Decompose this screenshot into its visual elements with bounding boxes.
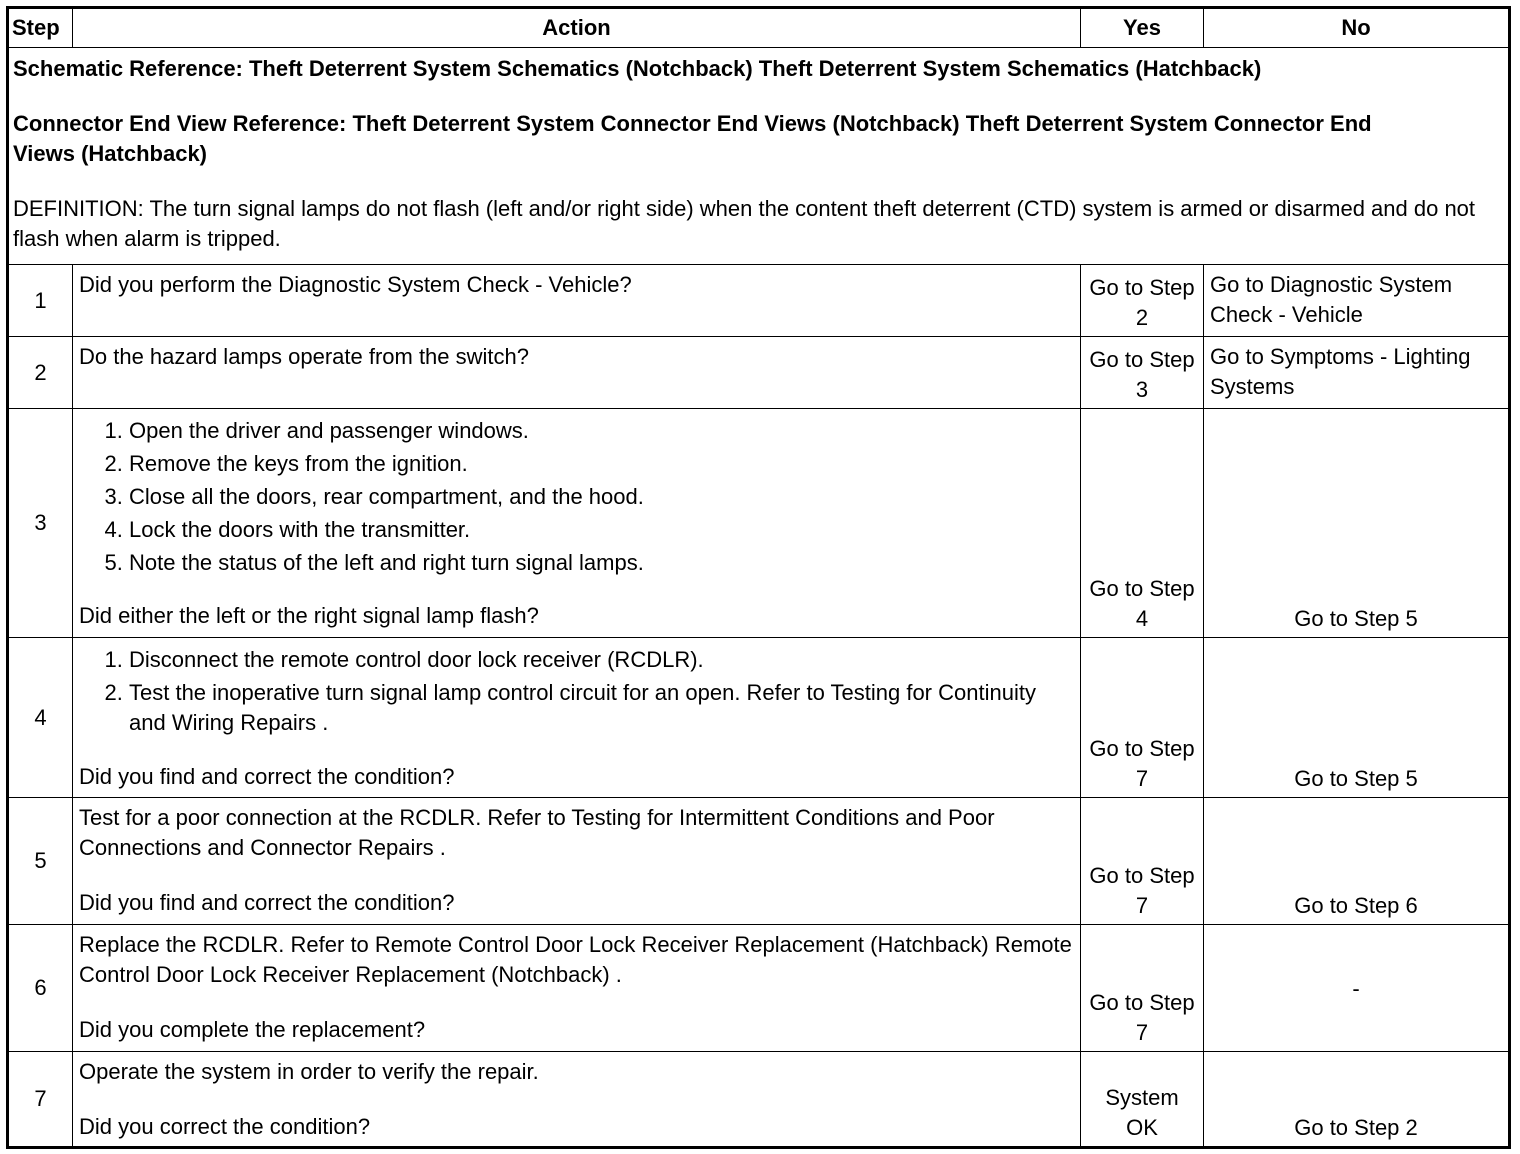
- step-number: 1: [8, 265, 73, 337]
- instruction-list: [79, 643, 1074, 738]
- no-result: Go to Symptoms - Lighting Systems: [1204, 337, 1510, 409]
- reference-row: [8, 48, 1510, 265]
- list-item: 1. Disconnect the remote control door lock receiver (RCDLR).: [129, 643, 1074, 676]
- action-cell: [73, 925, 1081, 1052]
- no-result: -: [1204, 925, 1510, 1052]
- action-cell: [73, 798, 1081, 925]
- header-yes: Yes: [1081, 8, 1204, 48]
- table-row: [8, 798, 1510, 925]
- action-text: Operate the system in order to verify the repair.: [79, 1059, 539, 1084]
- definition-text: DEFINITION: The turn signal lamps do not flash (left and/or right side) when the content theft deterrent (CTD) system is armed or disarmed and do not flash when alarm is tripped.: [13, 196, 1476, 251]
- step-number: 7: [8, 1052, 73, 1148]
- table-row: [8, 638, 1510, 798]
- list-item: 2. Test the inoperative turn signal lamp control circuit for an open. Refer to Testing for Continuity and Wiring Repairs .: [129, 676, 1074, 738]
- table-row: [8, 337, 1510, 409]
- no-result: Go to Step 2: [1204, 1052, 1510, 1148]
- table-row: [8, 1052, 1510, 1148]
- table-row: [8, 925, 1510, 1052]
- list-item: 5. Note the status of the left and right turn signal lamps.: [129, 546, 1074, 579]
- step-number: 3: [8, 409, 73, 638]
- list-item: 4. Lock the doors with the transmitter.: [129, 513, 1074, 546]
- list-item: 2. Remove the keys from the ignition.: [129, 447, 1074, 480]
- step-number: 6: [8, 925, 73, 1052]
- action-text: Do the hazard lamps operate from the switch?: [73, 337, 1081, 409]
- table-row: [8, 265, 1510, 337]
- question-text: Did you find and correct the condition?: [79, 764, 455, 789]
- table-row: [8, 409, 1510, 638]
- yes-result: Go to Step 4: [1081, 409, 1204, 638]
- yes-result: Go to Step 7: [1081, 798, 1204, 925]
- instruction-list: [79, 414, 1074, 579]
- no-result: Go to Step 6: [1204, 798, 1510, 925]
- yes-result: Go to Step 3: [1081, 337, 1204, 409]
- question-text: Did you complete the replacement?: [79, 1017, 426, 1042]
- step-number: 4: [8, 638, 73, 798]
- yes-result: Go to Step 2: [1081, 265, 1204, 337]
- step-number: 2: [8, 337, 73, 409]
- no-result: Go to Step 5: [1204, 638, 1510, 798]
- question-text: Did either the left or the right signal lamp flash?: [79, 603, 539, 628]
- header-row: [8, 8, 1510, 48]
- question-text: Did you correct the condition?: [79, 1114, 371, 1139]
- yes-result: System OK: [1081, 1052, 1204, 1148]
- header-action: Action: [73, 8, 1081, 48]
- diagnostic-table: [6, 6, 1511, 1149]
- yes-result: Go to Step 7: [1081, 925, 1204, 1052]
- header-step: Step: [8, 8, 73, 48]
- list-item: 1. Open the driver and passenger windows.: [129, 414, 1074, 447]
- action-text: Replace the RCDLR. Refer to Remote Control Door Lock Receiver Replacement (Hatchback) Remote Control Door Lock Receiver Replacement (Notchback) .: [79, 932, 1072, 987]
- no-result: Go to Step 5: [1204, 409, 1510, 638]
- action-cell: [73, 1052, 1081, 1148]
- header-no: No: [1204, 8, 1510, 48]
- list-item: 3. Close all the doors, rear compartment, and the hood.: [129, 480, 1074, 513]
- reference-cell: [8, 48, 1510, 265]
- no-result: Go to Diagnostic System Check - Vehicle: [1204, 265, 1510, 337]
- schematic-reference: Schematic Reference: Theft Deterrent System Schematics (Notchback) Theft Deterrent System Schematics (Hatchback): [13, 56, 1262, 81]
- action-cell: [73, 638, 1081, 798]
- question-text: Did you find and correct the condition?: [79, 890, 455, 915]
- yes-result: Go to Step 7: [1081, 638, 1204, 798]
- step-number: 5: [8, 798, 73, 925]
- action-text: Test for a poor connection at the RCDLR. Refer to Testing for Intermittent Conditions and Poor Connections and Connector Repairs .: [79, 805, 995, 860]
- action-text: Did you perform the Diagnostic System Check - Vehicle?: [73, 265, 1081, 337]
- action-cell: [73, 409, 1081, 638]
- connector-reference: Connector End View Reference: Theft Deterrent System Connector End Views (Notchback) Theft Deterrent System Connector End Views (Hatchback): [13, 111, 1372, 166]
